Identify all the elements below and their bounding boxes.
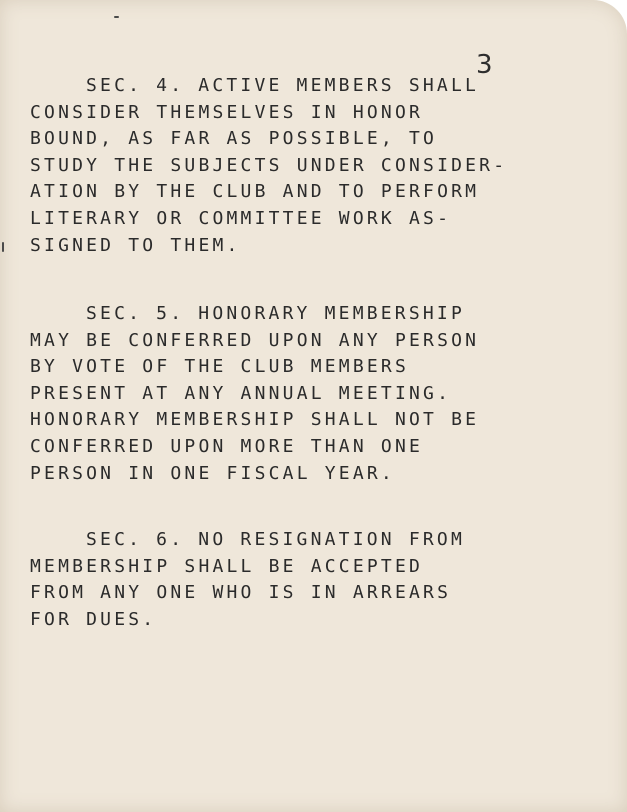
section-4 xyxy=(30,73,600,259)
section-4-line: SEC. 4. ACTIVE MEMBERS SHALL xyxy=(86,75,480,96)
section-4-line: CONSIDER THEMSELVES IN HONOR xyxy=(30,101,424,123)
section-5 xyxy=(30,301,600,487)
section-4-line: LITERARY OR COMMITTEE WORK AS- xyxy=(30,207,452,229)
section-6-line: FROM ANY ONE WHO IS IN ARREARS xyxy=(30,582,452,604)
section-5-line: BY VOTE OF THE CLUB MEMBERS xyxy=(30,356,409,378)
section-6-line: FOR DUES. xyxy=(30,608,157,630)
section-5-line: HONORARY MEMBERSHIP SHALL NOT BE xyxy=(30,409,480,431)
section-6 xyxy=(30,527,600,633)
section-6-line: SEC. 6. NO RESIGNATION FROM xyxy=(86,529,465,550)
section-4-line: BOUND, AS FAR AS POSSIBLE, TO xyxy=(30,128,438,150)
section-4-line: STUDY THE SUBJECTS UNDER CONSIDER- xyxy=(30,154,508,176)
bleed-through-shadow xyxy=(190,40,490,70)
section-5-line: PERSON IN ONE FISCAL YEAR. xyxy=(30,462,395,484)
section-4-line: ATION BY THE CLUB AND TO PERFORM xyxy=(30,181,480,203)
ink-speck xyxy=(2,242,4,252)
page-number: 3 xyxy=(476,50,493,80)
section-5-line: SEC. 5. HONORARY MEMBERSHIP xyxy=(86,303,465,324)
section-5-line: CONFERRED UPON MORE THAN ONE xyxy=(30,435,424,457)
ink-speck xyxy=(114,16,119,18)
section-5-line: PRESENT AT ANY ANNUAL MEETING. xyxy=(30,382,452,404)
section-4-line: SIGNED TO THEM. xyxy=(30,234,241,256)
section-6-line: MEMBERSHIP SHALL BE ACCEPTED xyxy=(30,555,424,577)
section-5-line: MAY BE CONFERRED UPON ANY PERSON xyxy=(30,329,480,351)
